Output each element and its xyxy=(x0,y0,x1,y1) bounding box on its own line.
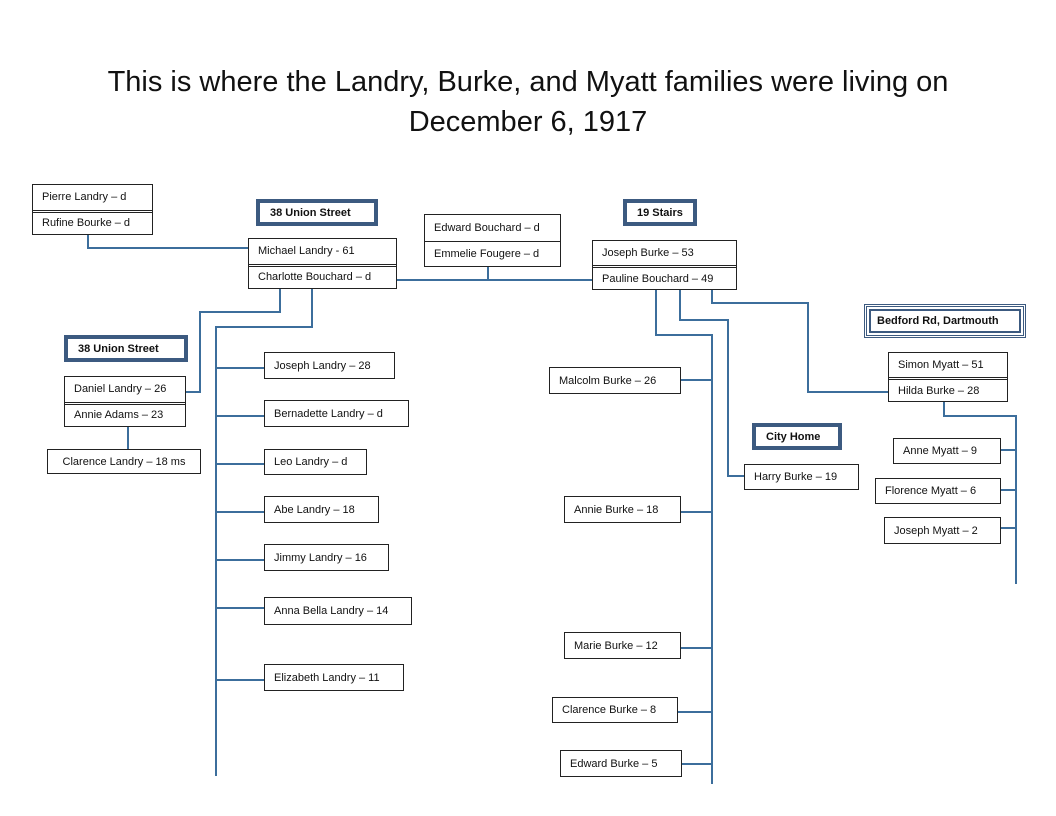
person-pierre-landry: Pierre Landry – d xyxy=(42,191,127,204)
person-edward-bouchard: Edward Bouchard – d xyxy=(434,221,540,234)
child-leo-landry: Leo Landry – d xyxy=(264,449,367,475)
person-hilda-burke: Hilda Burke – 28 xyxy=(889,377,1007,401)
person-daniel-landry: Daniel Landry – 26 xyxy=(74,383,167,396)
child-marie-burke: Marie Burke – 12 xyxy=(564,632,681,659)
child-jimmy-landry: Jimmy Landry – 16 xyxy=(264,544,389,571)
couple-joseph-pauline xyxy=(592,240,737,290)
person-pauline-bouchard: Pauline Bouchard – 49 xyxy=(593,265,736,289)
location-city-home: City Home xyxy=(752,423,842,450)
location-38-union-street-daniel: 38 Union Street xyxy=(64,335,188,362)
title-line-1: This is where the Landry, Burke, and Myatt families were living on xyxy=(107,66,949,98)
location-19-stairs: 19 Stairs xyxy=(623,199,697,226)
person-annie-adams: Annie Adams – 23 xyxy=(65,402,185,427)
child-florence-myatt: Florence Myatt – 6 xyxy=(875,478,1001,504)
child-joseph-landry: Joseph Landry – 28 xyxy=(264,352,395,379)
child-edward-burke: Edward Burke – 5 xyxy=(560,750,682,777)
child-harry-burke: Harry Burke – 19 xyxy=(744,464,859,490)
title-line-2: December 6, 1917 xyxy=(408,106,648,138)
child-malcolm-burke: Malcolm Burke – 26 xyxy=(549,367,681,394)
child-anna-bella-landry: Anna Bella Landry – 14 xyxy=(264,597,412,625)
couple-edward-emmelie xyxy=(424,214,561,267)
couple-pierre-rufine xyxy=(32,184,153,235)
person-emmelie-fougere: Emmelie Fougere – d xyxy=(425,241,560,267)
person-michael-landry: Michael Landry - 61 xyxy=(258,245,355,258)
child-abe-landry: Abe Landry – 18 xyxy=(264,496,379,523)
person-simon-myatt: Simon Myatt – 51 xyxy=(898,359,984,371)
couple-simon-hilda xyxy=(888,352,1008,402)
person-rufine-bourke: Rufine Bourke – d xyxy=(33,210,152,235)
person-clarence-landry: Clarence Landry – 18 ms xyxy=(47,449,201,474)
person-charlotte-bouchard: Charlotte Bouchard – d xyxy=(249,264,396,289)
location-bedford-rd-dartmouth: Bedford Rd, Dartmouth xyxy=(864,304,1026,338)
couple-daniel-annie xyxy=(64,376,186,427)
child-anne-myatt: Anne Myatt – 9 xyxy=(893,438,1001,464)
location-38-union-street: 38 Union Street xyxy=(256,199,378,226)
child-clarence-burke: Clarence Burke – 8 xyxy=(552,697,678,723)
person-joseph-burke: Joseph Burke – 53 xyxy=(602,247,694,259)
child-elizabeth-landry: Elizabeth Landry – 11 xyxy=(264,664,404,691)
couple-michael-charlotte xyxy=(248,238,397,289)
child-bernadette-landry: Bernadette Landry – d xyxy=(264,400,409,427)
child-joseph-myatt: Joseph Myatt – 2 xyxy=(884,517,1001,544)
child-annie-burke: Annie Burke – 18 xyxy=(564,496,681,523)
